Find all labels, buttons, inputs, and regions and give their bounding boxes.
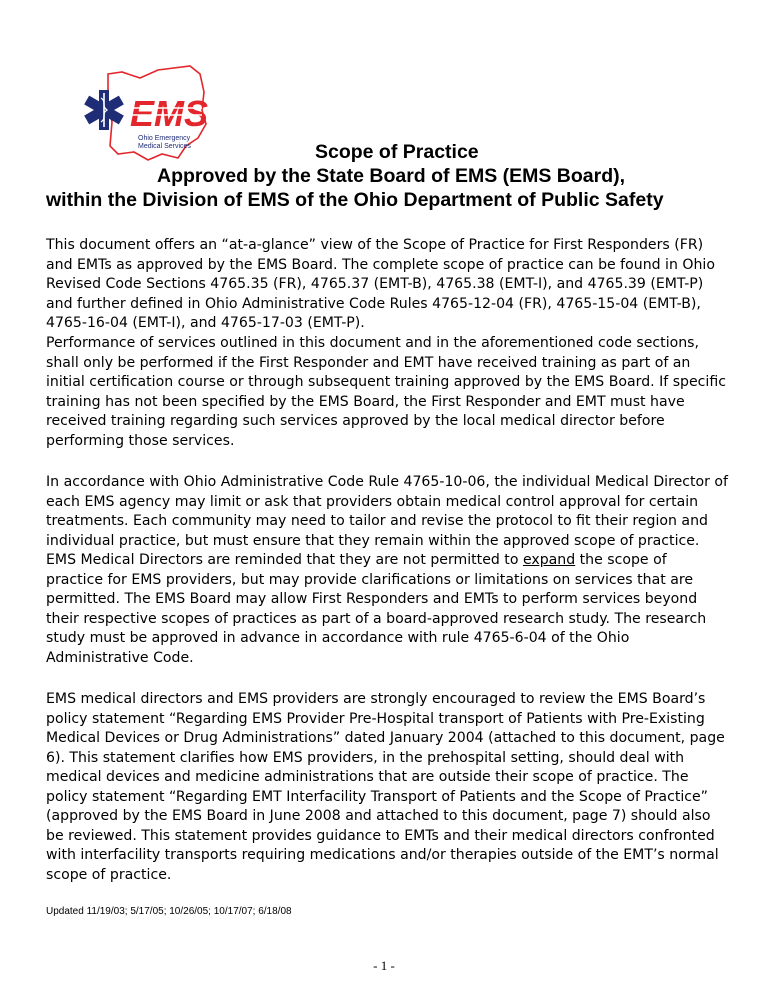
page-title-line2: Approved by the State Board of EMS (EMS Board), xyxy=(157,165,626,187)
paragraph-text: Performance of services outlined in this document and in the aforementioned code sections, shall only be performed if the First Responder and EMT have received training as part of an initial certification course or through subsequent training approved by the EMS Board. If specific training has not been specified by the EMS Board, the First Responder and EMT must have received training regarding such services approved by the local medical director before performing those services. xyxy=(46,335,726,449)
ohio-ems-logo xyxy=(78,62,258,162)
paragraph-text-after: the scope of practice for EMS providers, but may provide clarifications or limitations on services that are permitted. The EMS Board may allow First Responders and EMTs to perform services beyond their respective scopes of practices as part of a board-approved research study. The research study must be approved in advance in accordance with rule 4765-6-04 of the Ohio Administrative Code. xyxy=(46,552,707,666)
paragraph-policy-statements xyxy=(46,690,728,885)
page-number: - 1 - xyxy=(373,958,395,973)
paragraph-text xyxy=(46,551,728,668)
paragraph-expand-scope xyxy=(46,551,728,668)
logo-tagline-line2: Medical Services xyxy=(138,143,191,150)
paragraph-text: In accordance with Ohio Administrative Code Rule 4765-10-06, the individual Medical Director of each EMS agency may limit or ask that providers obtain medical control approval for certain treatments. Each community may need to tailor and revise the protocol to fit their region and individual practice, but must ensure that they remain within the approved scope of practice. xyxy=(46,474,729,549)
paragraph-overview xyxy=(46,236,728,334)
updated-dates: Updated 11/19/03; 5/17/05; 10/26/05; 10/17/07; 6/18/08 xyxy=(46,906,292,917)
paragraph-text: This document offers an “at-a-glance” view of the Scope of Practice for First Responders (FR) and EMTs as approved by the EMS Board. The complete scope of practice can be found in Ohio Revised Code Sections 4765.35 (FR), 4765.37 (EMT-B), 4765.38 (EMT-I), and 4765.39 (EMT-P) and further defined in Ohio Administrative Code Rules 4765-12-04 (FR), 4765-15-04 (EMT-B), 4765-16-04 (EMT-I), and 4765-17-03 (EMT-P). xyxy=(46,237,715,331)
ems-wordmark: EMS xyxy=(130,93,209,134)
paragraph-text-before: EMS Medical Directors are reminded that they are not permitted to xyxy=(46,552,523,568)
page-title-line1: Scope of Practice xyxy=(315,141,479,163)
underlined-word-expand: expand xyxy=(522,552,576,568)
page-title-line3: within the Division of EMS of the Ohio Department of Public Safety xyxy=(46,189,664,211)
logo-tagline-line1: Ohio Emergency xyxy=(138,135,191,142)
paragraph-text: EMS medical directors and EMS providers are strongly encouraged to review the EMS Board’s policy statement “Regarding EMS Provider Pre-Hospital transport of Patients with Pre-Existing Medical Devices or Drug Administrations” dated January 2004 (attached to this document, page 6). This statement clarifies how EMS providers, in the prehospital setting, should deal with medical devices and medicine administrations that are outside their scope of practice. The policy statement “Regarding EMT Interfacility Transport of Patients and the Scope of Practice” (approved by the EMS Board in June 2008 and attached to this document, page 7) should also be reviewed. This statement provides guidance to EMTs and their medical directors confronted with interfacility transports requiring medications and/or therapies outside of the EMT’s normal scope of practice. xyxy=(46,691,725,883)
paragraph-training xyxy=(46,334,728,451)
star-of-life-icon xyxy=(84,90,124,130)
paragraph-medical-director xyxy=(46,473,728,551)
